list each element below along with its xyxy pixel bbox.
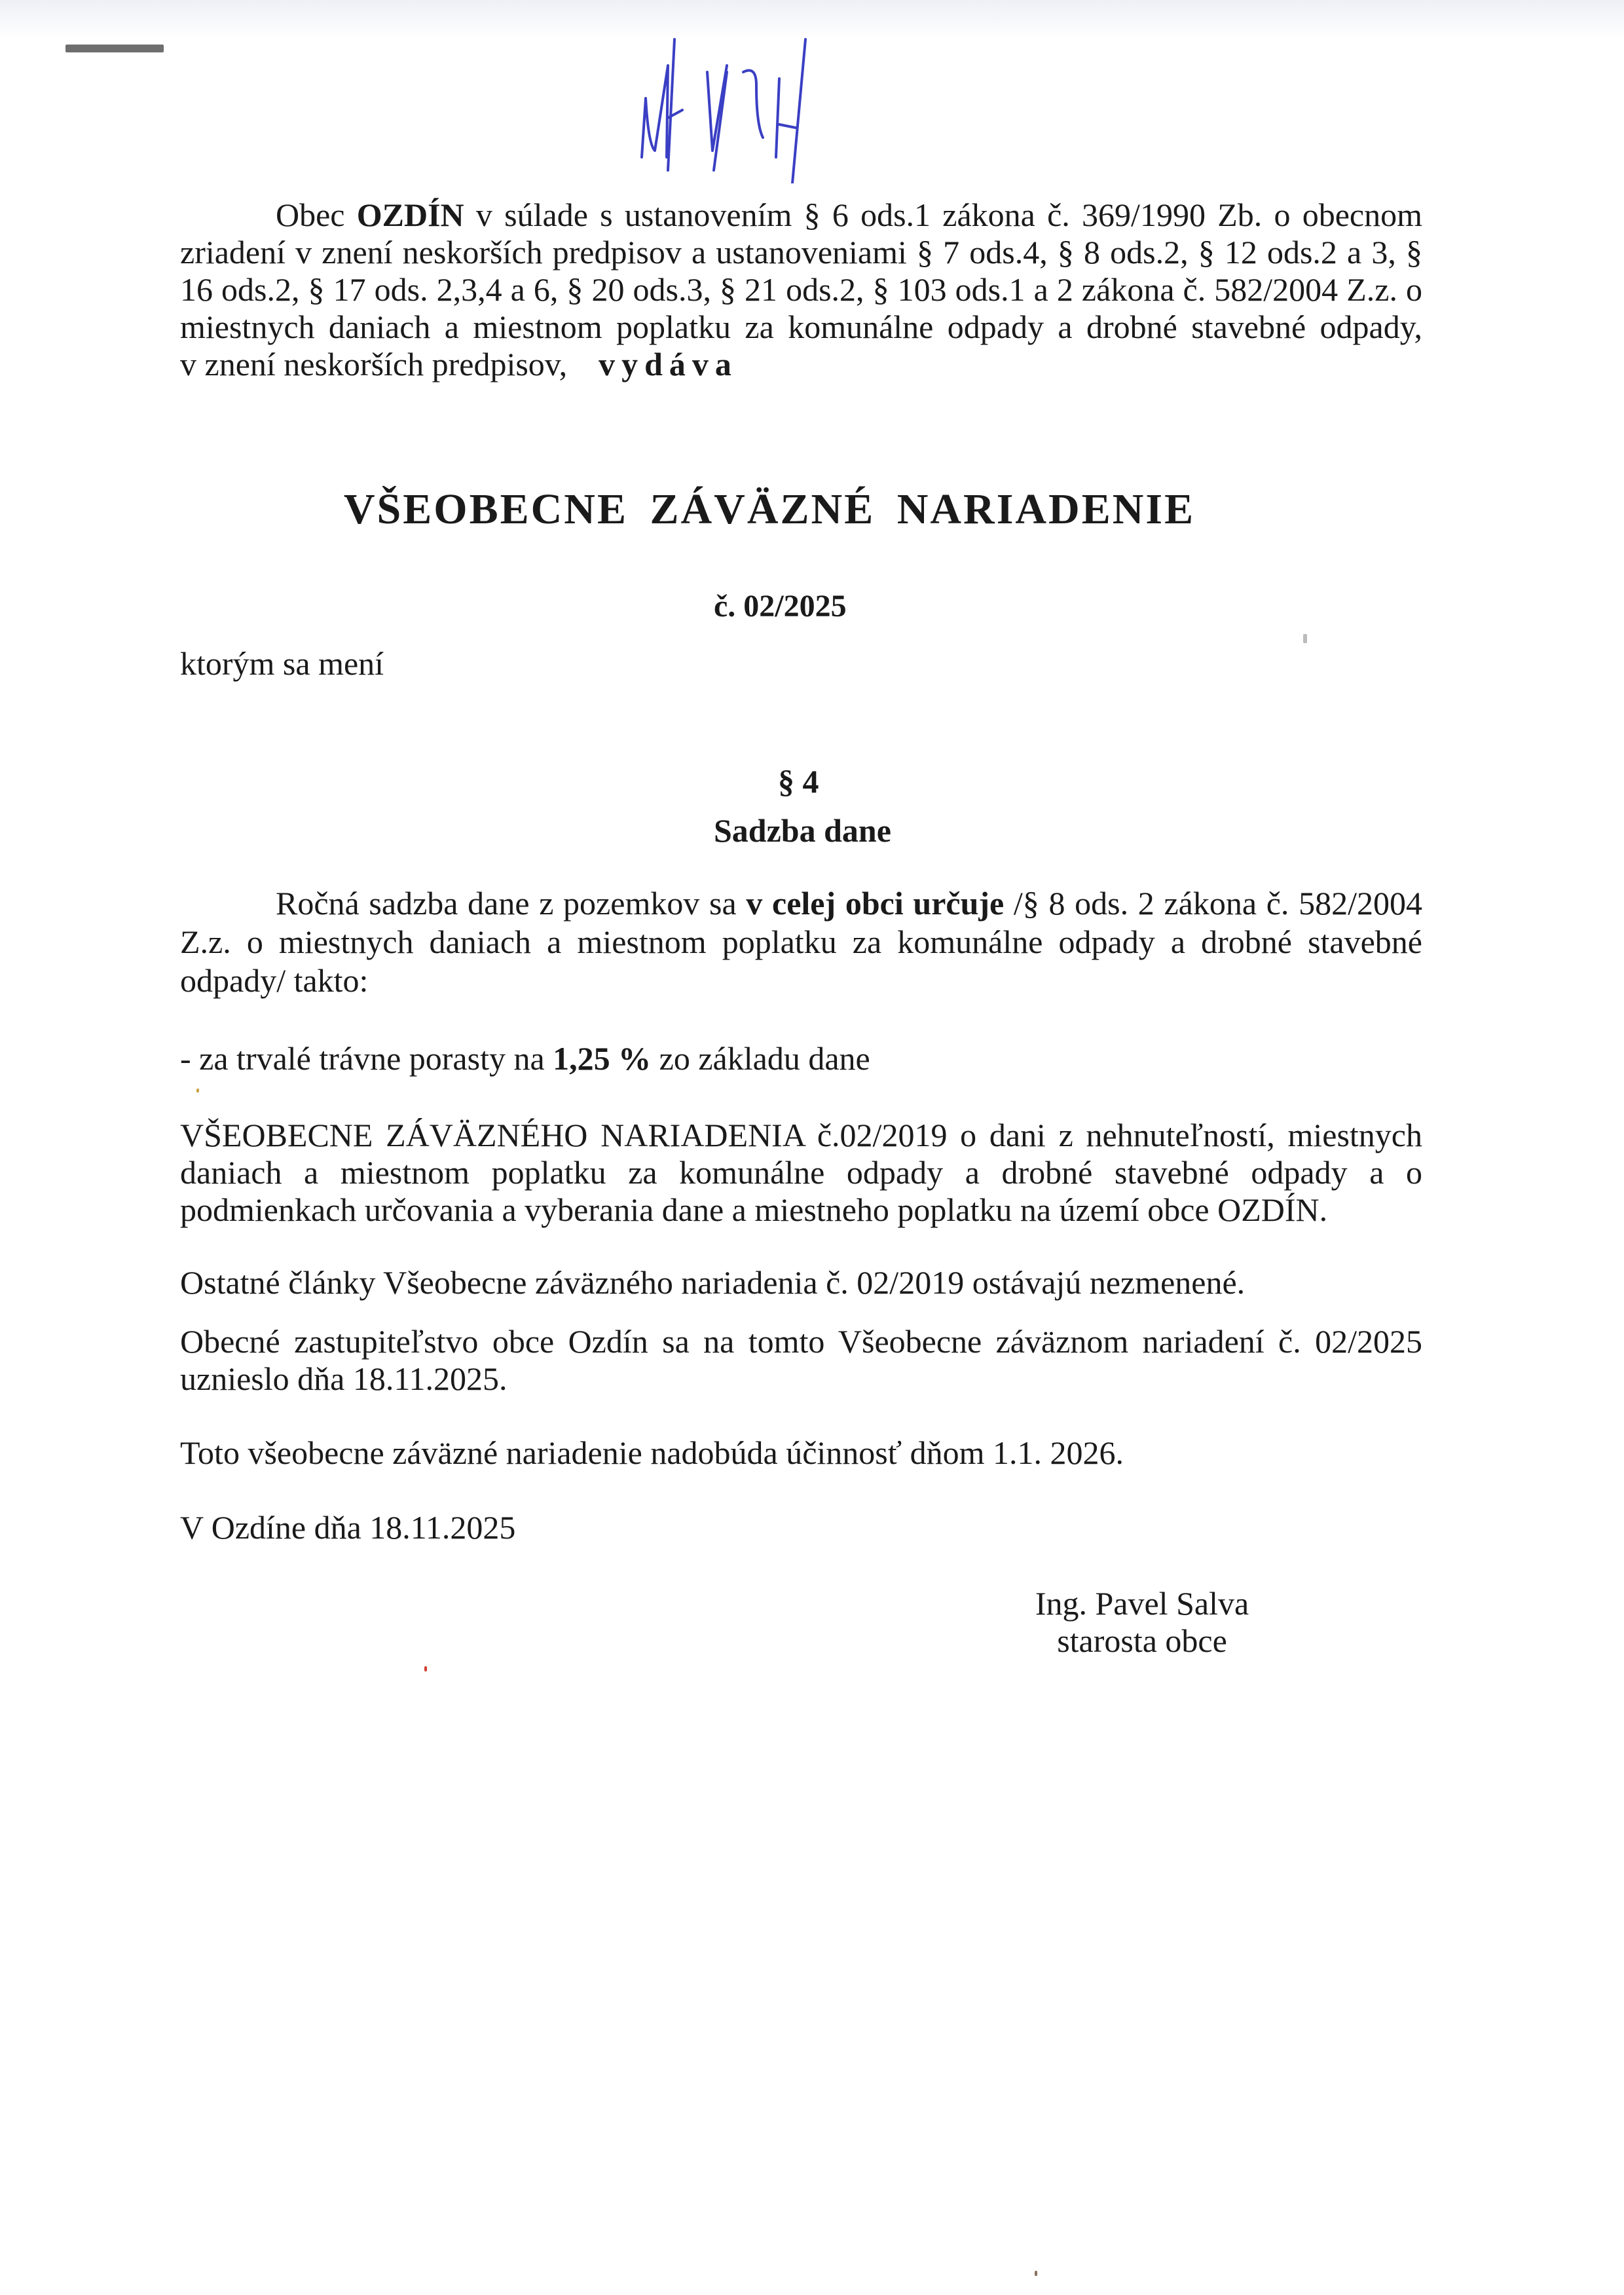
unchanged-statement: Ostatné články Všeobecne záväzného nariadenia č. 02/2019 ostávajú nezmenené.	[180, 1264, 1246, 1301]
signatory-role: starosta obce	[1057, 1622, 1227, 1659]
top-left-mark	[65, 45, 164, 52]
reference-line-1: VŠEOBECNE ZÁVÄZNÉHO NARIADENIA č.02/2019 o dani z nehnuteľností, miestnych	[180, 1117, 1422, 1153]
title-subtitle: ktorým sa mení	[180, 645, 384, 682]
section-paragraph	[180, 884, 1422, 1000]
rate-item: - za trvalé trávne porasty na 1,25 % zo základu dane	[180, 1040, 870, 1077]
effective-date-statement: Toto všeobecne záväzné nariadenie nadobúda účinnosť dňom 1.1. 2026.	[180, 1434, 1124, 1471]
section-line-2: Z.z. o miestnych daniach a miestnom poplatku za komunálne odpady a drobné stavebné	[180, 924, 1422, 960]
municipality-name: OZDÍN	[356, 196, 464, 233]
signatory-name: Ing. Pavel Salva	[1035, 1585, 1249, 1622]
section-line-3: odpady/ takto:	[180, 962, 369, 999]
rate-value: 1,25 %	[553, 1040, 652, 1077]
issues-keyword: vydáva	[599, 346, 738, 382]
scan-speck	[1303, 634, 1307, 643]
section-line-1: Ročná sadzba dane z pozemkov sa v celej obci určuje /§ 8 ods. 2 zákona č. 582/2004	[276, 885, 1422, 922]
scan-speck	[196, 1089, 199, 1092]
preamble-line-5: v znení neskorších predpisov, vydáva	[180, 346, 738, 382]
reference-line-2: daniach a miestnom poplatku za komunálne odpady a drobné stavebné odpady a o	[180, 1154, 1422, 1191]
document-title: VŠEOBECNE ZÁVÄZNÉ NARIADENIE	[343, 485, 1196, 533]
preamble-line-3: 16 ods.2, § 17 ods. 2,3,4 a 6, § 20 ods.3, § 21 ods.2, § 103 ods.1 a 2 zákona č. 582/2004 Z.z. o	[180, 271, 1422, 308]
preamble-line-1: Obec OZDÍN v súlade s ustanovením § 6 ods.1 zákona č. 369/1990 Zb. o obecnom	[276, 196, 1422, 233]
scan-speck	[424, 1666, 427, 1671]
handwritten-draft-mark-icon	[629, 26, 1008, 183]
adoption-line-2: uznieslo dňa 18.11.2025.	[180, 1360, 507, 1397]
section-emphasis: v celej obci určuje	[746, 885, 1005, 922]
reference-paragraph	[180, 1117, 1422, 1229]
adoption-line-1: Obecné zastupiteľstvo obce Ozdín sa na tomto Všeobecne záväznom nariadení č. 02/2025	[180, 1323, 1422, 1360]
reference-line-3: podmienkach určovania a vyberania dane a miestneho poplatku na území obce OZDÍN.	[180, 1191, 1328, 1228]
regulation-number: č. 02/2025	[714, 589, 847, 624]
preamble-line-2: zriadení v znení neskorších predpisov a ustanoveniami § 7 ods.4, § 8 ods.2, § 12 ods.2 a 3, §	[180, 234, 1422, 271]
preamble-line-4: miestnych daniach a miestnom poplatku za komunálne odpady a drobné stavebné odpady,	[180, 308, 1422, 345]
adoption-paragraph	[180, 1323, 1422, 1398]
scan-speck	[1035, 2271, 1037, 2276]
section-symbol: § 4	[778, 763, 819, 800]
place-and-date: V Ozdíne dňa 18.11.2025	[180, 1509, 516, 1546]
section-heading: Sadzba dane	[714, 812, 891, 849]
preamble-paragraph	[180, 196, 1422, 383]
